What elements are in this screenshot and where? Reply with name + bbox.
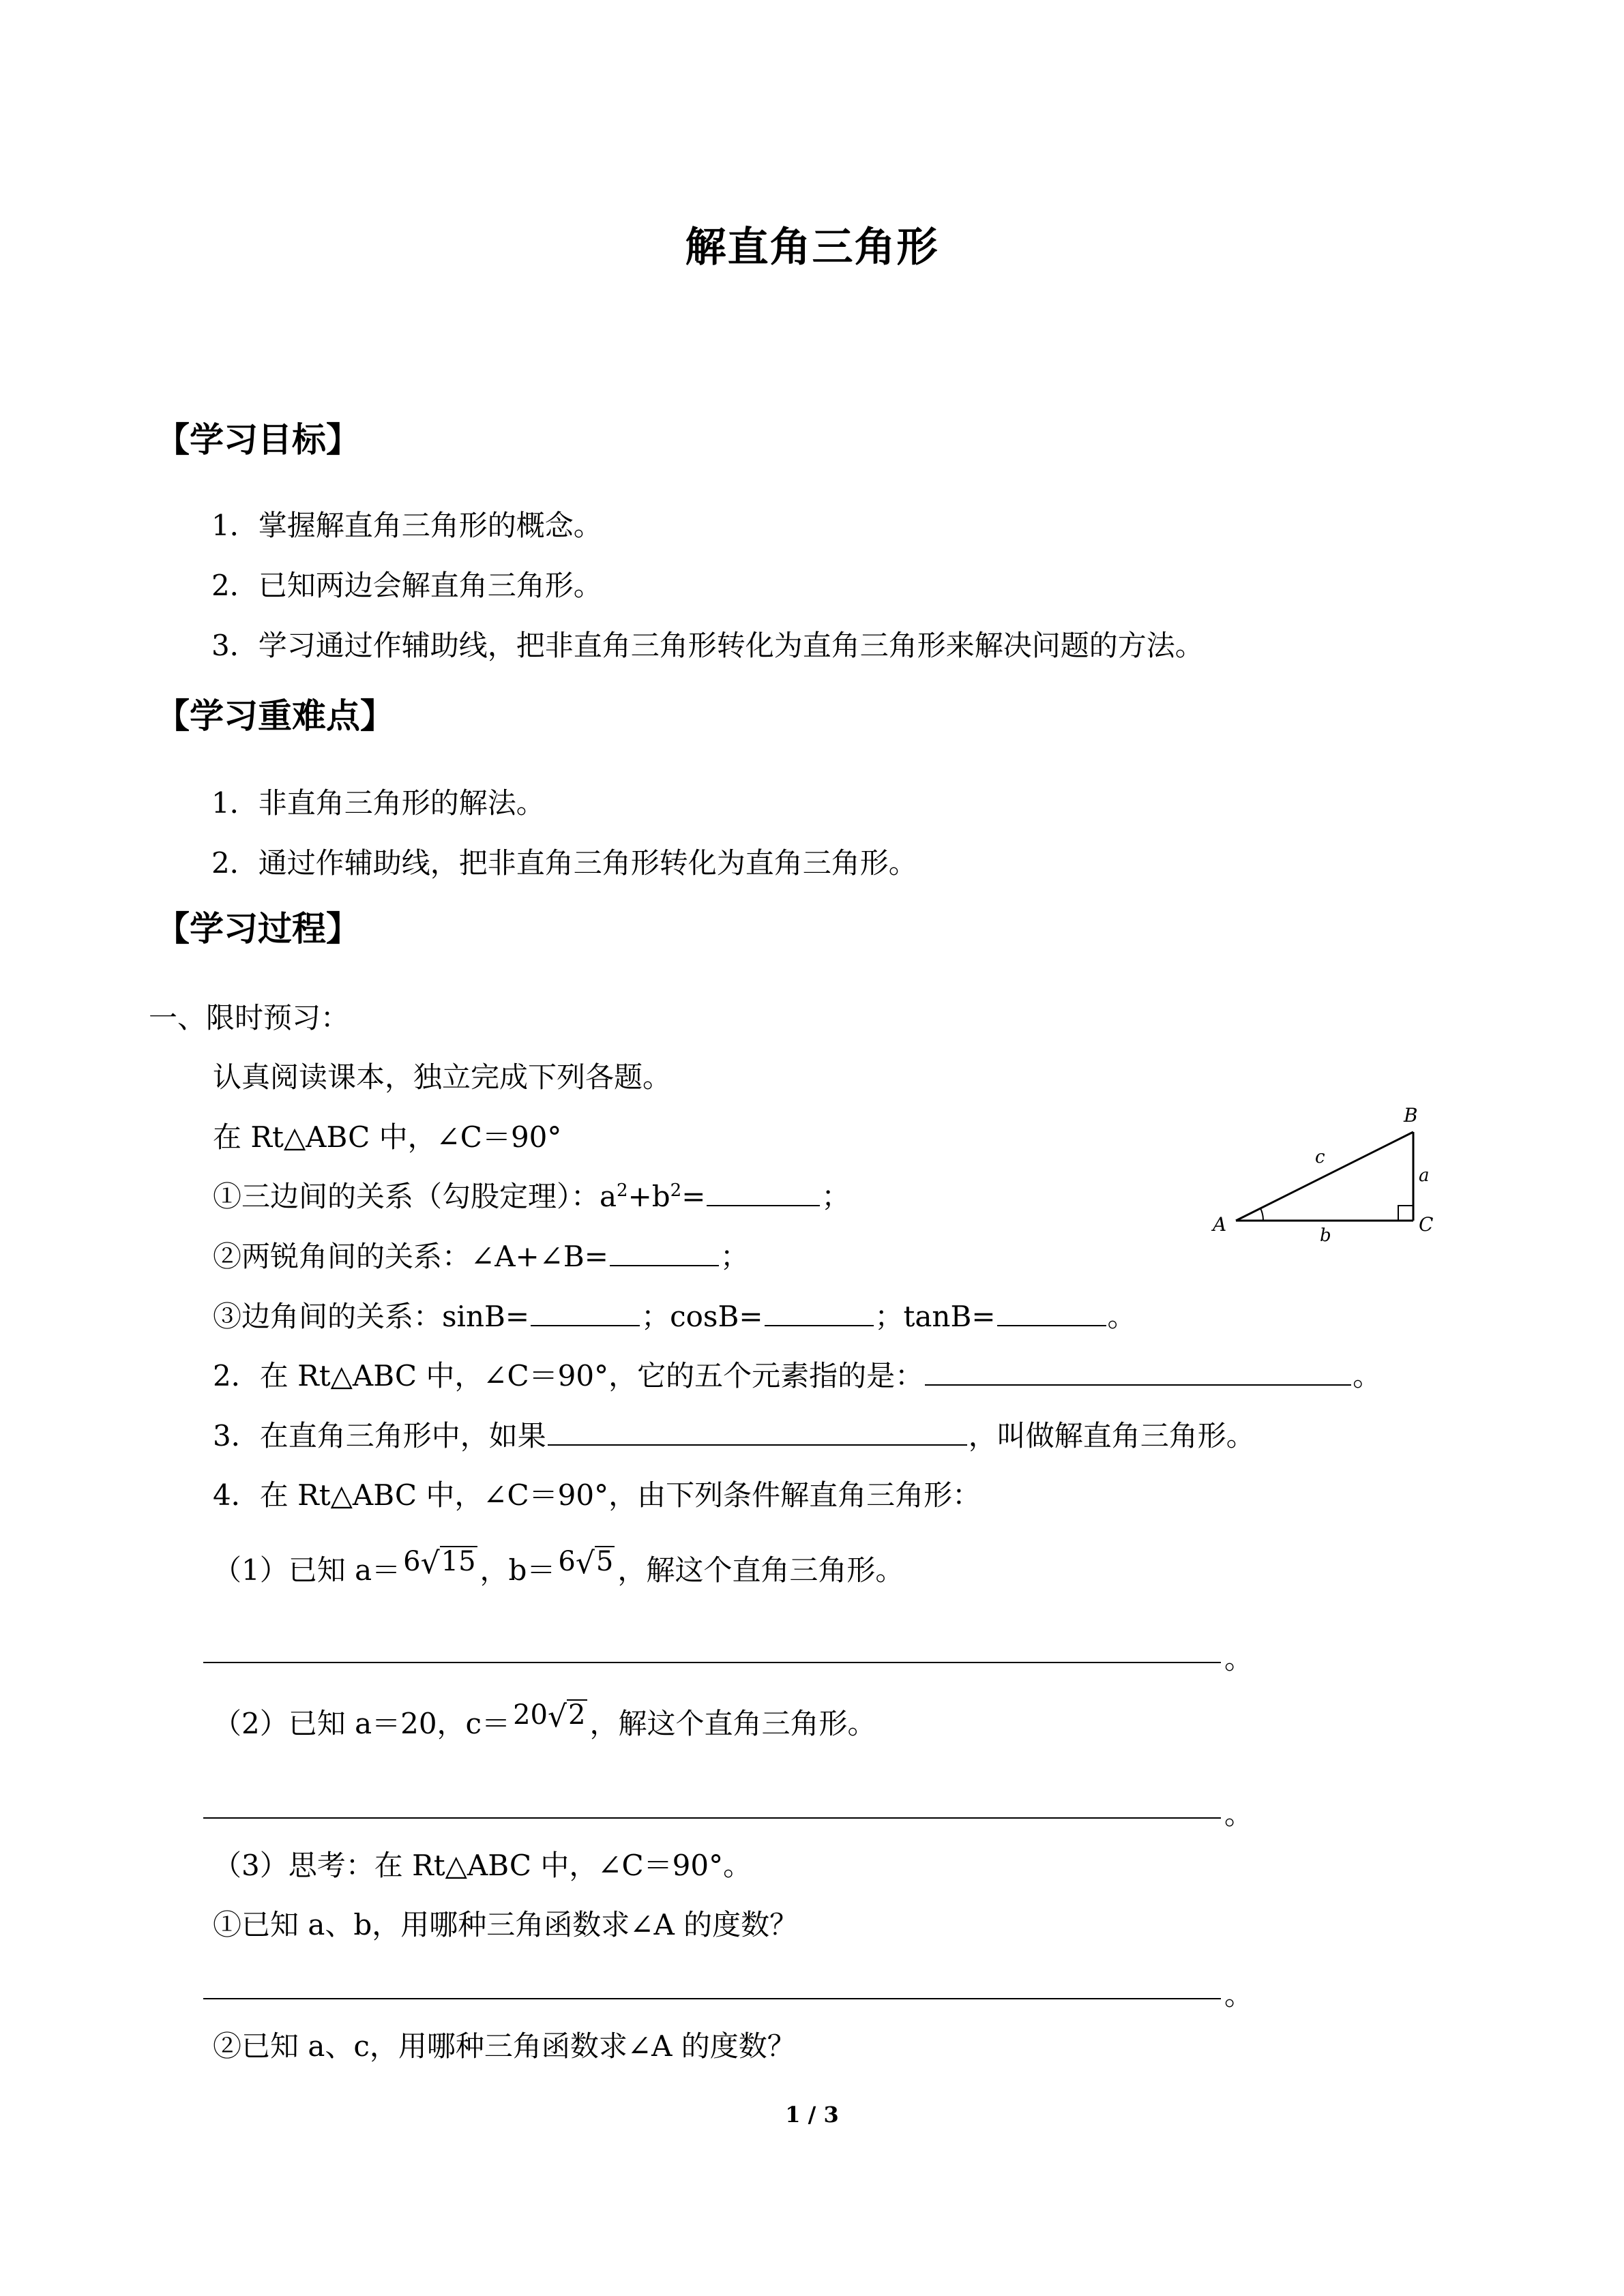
answer-blank[interactable] bbox=[925, 1357, 1351, 1386]
right-triangle-diagram bbox=[1200, 1101, 1473, 1248]
answer-blank[interactable] bbox=[610, 1238, 719, 1266]
answer-line-4-3-1[interactable] bbox=[203, 1998, 1221, 1999]
preview-intro: 认真阅读课本，独立完成下列各题。 bbox=[213, 1060, 672, 1094]
answer-blank[interactable] bbox=[707, 1178, 820, 1206]
side-b-label: b bbox=[1320, 1225, 1331, 1246]
vertex-b-label: B bbox=[1404, 1104, 1418, 1127]
angle-a-arc bbox=[1260, 1208, 1263, 1221]
section-objectives: 【学习目标】 bbox=[156, 420, 360, 460]
side-c-label: c bbox=[1315, 1147, 1325, 1167]
answer-blank[interactable] bbox=[531, 1298, 640, 1326]
side-c bbox=[1236, 1132, 1413, 1221]
answer-line-4-2[interactable] bbox=[203, 1817, 1221, 1819]
relation-sides: ①三边间的关系（勾股定理）：$a^2+b^2=$ ； bbox=[213, 1174, 850, 1215]
question-3: 3．在直角三角形中，如果 ，叫做解直角三角形。 bbox=[213, 1414, 1255, 1455]
radical-6-sqrt-5: 6 √ 5 bbox=[558, 1546, 614, 1581]
objective-2: 2．已知两边会解直角三角形。 bbox=[211, 569, 602, 602]
answer-blank[interactable] bbox=[548, 1417, 967, 1446]
page-number: 1 / 3 bbox=[785, 2102, 839, 2128]
preview-heading: 一、限时预习： bbox=[149, 1001, 350, 1034]
objective-3: 3．学习通过作辅助线，把非直角三角形转化为直角三角形来解决问题的方法。 bbox=[211, 629, 1204, 662]
page-title: 解直角三角形 bbox=[685, 224, 939, 271]
objective-1: 1．掌握解直角三角形的概念。 bbox=[211, 509, 602, 542]
question-4-2: （2）已知 a＝20，c＝ 20 √ 2 ，解这个直角三角形。 bbox=[213, 1699, 876, 1740]
question-4-3: （3）思考：在 Rt△ABC 中，∠C＝90°。 bbox=[213, 1849, 752, 1882]
answer-end-4-2: 。 bbox=[1224, 1798, 1254, 1831]
key-point-1: 1．非直角三角形的解法。 bbox=[211, 786, 545, 820]
section-key-points: 【学习重难点】 bbox=[156, 696, 394, 736]
vertex-a-label: A bbox=[1213, 1213, 1227, 1236]
preview-given: 在 Rt△ABC 中，∠C＝90° bbox=[213, 1120, 562, 1154]
relation-side-angle: ③边角间的关系：sinB= ；cosB= ；tanB= 。 bbox=[213, 1294, 1136, 1335]
question-2: 2．在 Rt△ABC 中，∠C＝90°，它的五个元素指的是： 。 bbox=[213, 1354, 1381, 1395]
question-4-1: （1）已知 a＝ 6 √ 15 ，b＝ 6 √ 5 ，解这个直角三角形。 bbox=[213, 1546, 904, 1587]
answer-blank[interactable] bbox=[997, 1298, 1106, 1326]
answer-end-4-1: 。 bbox=[1224, 1642, 1254, 1675]
radical-6-sqrt-15: 6 √ 15 bbox=[403, 1546, 476, 1581]
question-4-3-2: ②已知 a、c，用哪种三角函数求∠A 的度数？ bbox=[213, 2029, 796, 2063]
vertex-c-label: C bbox=[1419, 1213, 1434, 1236]
answer-line-4-1[interactable] bbox=[203, 1662, 1221, 1663]
question-4: 4．在 Rt△ABC 中，∠C＝90°，由下列条件解直角三角形： bbox=[213, 1478, 981, 1512]
section-process: 【学习过程】 bbox=[156, 909, 360, 949]
answer-blank[interactable] bbox=[765, 1298, 874, 1326]
relation-angles: ②两锐角间的关系：∠A+∠B= ； bbox=[213, 1234, 749, 1275]
right-angle-mark bbox=[1398, 1206, 1413, 1221]
answer-end-4-3-1: 。 bbox=[1224, 1978, 1254, 2012]
radical-20-sqrt-2: 20 √ 2 bbox=[513, 1699, 586, 1734]
side-a-label: a bbox=[1419, 1165, 1430, 1186]
key-point-2: 2．通过作辅助线，把非直角三角形转化为直角三角形。 bbox=[211, 846, 917, 880]
question-4-3-1: ①已知 a、b，用哪种三角函数求∠A 的度数？ bbox=[213, 1908, 799, 1941]
